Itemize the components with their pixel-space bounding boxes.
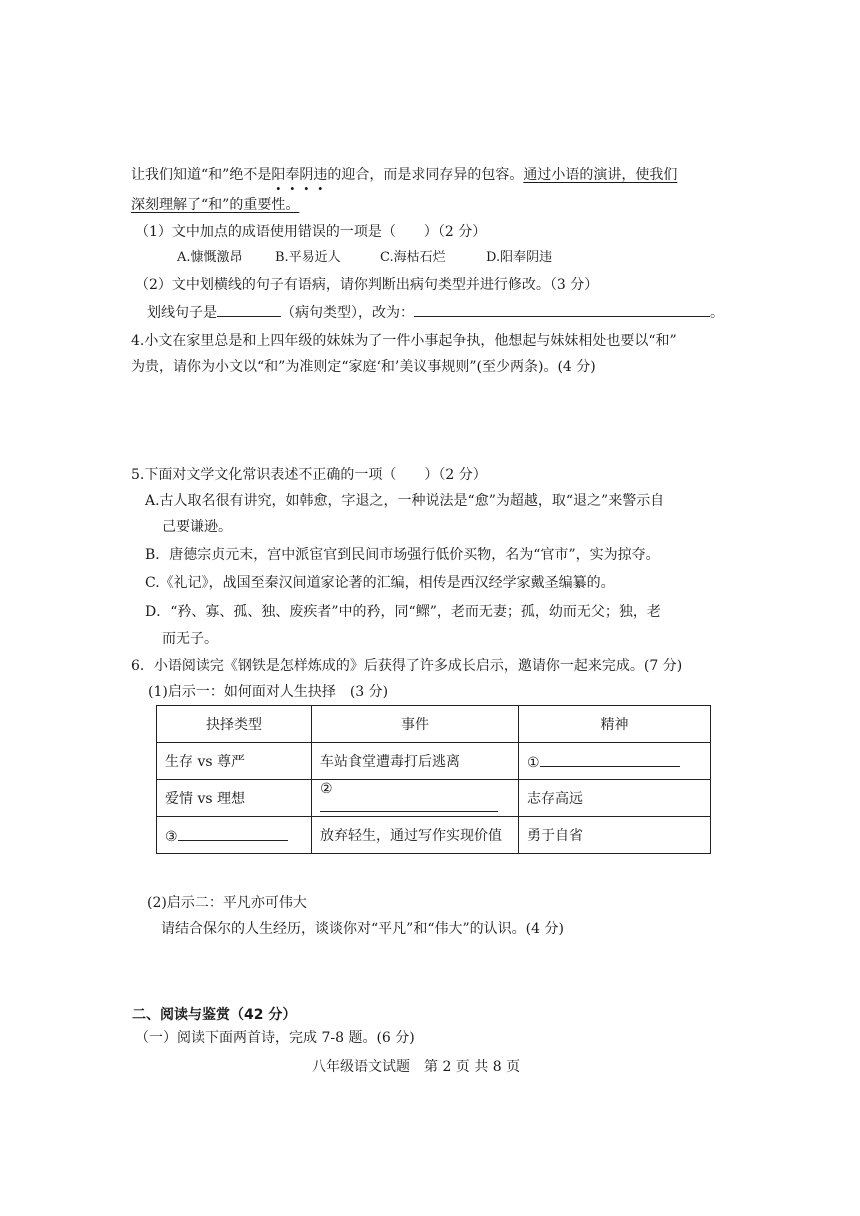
cell: 志存高远 — [519, 780, 711, 817]
choice-table — [156, 705, 711, 854]
dotted-idiom: 阳奉阴违 — [271, 167, 328, 183]
q3-option-a: A.慷慨激昂 — [177, 250, 243, 265]
blank-marker: ① — [527, 754, 540, 771]
q5-option-b: B．唐德宗贞元末，宫中派宦官到民间市场强行低价买物，名为“官市”，实为掠夺。 — [145, 547, 660, 563]
cell-blank[interactable] — [519, 743, 711, 780]
q6-sub2-question: 请结合保尔的人生经历，谈谈你对“平凡”和“伟大”的认识。(4 分) — [161, 921, 564, 937]
page-footer: 八年级语文试题 第 2 页 共 8 页 — [312, 1059, 521, 1075]
underlined-sentence: 通过小语的演讲，使我们 — [523, 167, 678, 183]
answer-blank-1[interactable] — [540, 752, 680, 767]
blank-marker: ③ — [165, 828, 178, 845]
q3-option-b: B.平易近人 — [275, 250, 341, 265]
answer-blank-3[interactable] — [178, 826, 288, 841]
fill-label-2: （病句类型），改为： — [281, 305, 414, 321]
blank-correction[interactable] — [414, 302, 710, 317]
q5-option-d-1: D．“矜、寡、孤、独、废疾者”中的矜，同“鳏”，老而无妻；孤，幼而无父；独，老 — [145, 604, 661, 620]
table-row — [157, 780, 711, 817]
section-2-title: 二、阅读与鉴赏（42 分） — [132, 1007, 297, 1023]
q3-option-c: C.海枯石烂 — [380, 250, 446, 265]
cell-blank[interactable] — [312, 780, 519, 817]
table-row — [157, 817, 711, 854]
q3-sub2: （2）文中划横线的句子有语病，请你判断出病句类型并进行修改。（3 分） — [135, 277, 599, 293]
cell: 勇于自省 — [519, 817, 711, 854]
answer-blank-2[interactable] — [320, 797, 498, 812]
section-2-part-1: （一）阅读下面两首诗，完成 7-8 题。(6 分) — [135, 1030, 415, 1046]
q6-sub1: (1)启示一：如何面对人生抉择 (3 分) — [148, 684, 389, 700]
header-event: 事件 — [312, 706, 519, 743]
q5-stem: 5.下面对文学文化常识表述不正确的一项（ ）（2 分） — [131, 467, 487, 483]
q4-line-2: 为贵，请你为小文以“和”为准则定“家庭‘和’美议事规则”(至少两条)。(4 分) — [131, 359, 596, 375]
intro-text: 让我们知道“和”绝不是 — [131, 167, 272, 183]
header-type: 抉择类型 — [157, 706, 312, 743]
q5-option-d-2: 而无子。 — [162, 631, 218, 647]
q3-option-d: D.阳奉阴违 — [486, 250, 553, 265]
q4-line-1: 4.小文在家里总是和上四年级的妹妹为了一件小事起争执，他想起与妹妹相处也要以“和” — [131, 333, 677, 349]
q6-stem: 6．小语阅读完《钢铁是怎样炼成的》后获得了许多成长启示，邀请你一起来完成。(7 分) — [131, 658, 683, 674]
intro-text-2: 的迎合，而是求同存异的包容。 — [327, 167, 524, 183]
blank-marker: ② — [320, 780, 333, 797]
table-row — [157, 743, 711, 780]
fill-label: 划线句子是 — [147, 305, 217, 321]
q3-sub1: （1）文中加点的成语使用错误的一项是（ ）（2 分） — [135, 224, 487, 240]
intro-line-2: 深刻理解了“和”的重要性。 — [131, 197, 300, 213]
cell: 生存 vs 尊严 — [157, 743, 312, 780]
intro-line-1 — [131, 165, 677, 185]
q5-option-a-2: 己要谦逊。 — [162, 519, 232, 535]
cell: 放弃轻生，通过写作实现价值 — [312, 817, 519, 854]
q5-option-c: C.《礼记》，战国至秦汉间道家论著的汇编，相传是西汉经学家戴圣编纂的。 — [145, 575, 615, 591]
fill-end: 。 — [710, 305, 724, 321]
header-spirit: 精神 — [519, 706, 711, 743]
blank-type[interactable] — [217, 302, 281, 317]
cell: 爱情 vs 理想 — [157, 780, 312, 817]
cell-blank[interactable] — [157, 817, 312, 854]
q5-option-a-1: A.古人取名很有讲究，如韩愈，字退之，一种说法是“愈”为超越，取“退之”来警示自 — [145, 493, 665, 509]
q6-sub2: (2)启示二：平凡亦可伟大 — [147, 895, 307, 911]
q3-fill-line — [147, 302, 724, 323]
cell: 车站食堂遭毒打后逃离 — [312, 743, 519, 780]
table-header-row — [157, 706, 711, 743]
